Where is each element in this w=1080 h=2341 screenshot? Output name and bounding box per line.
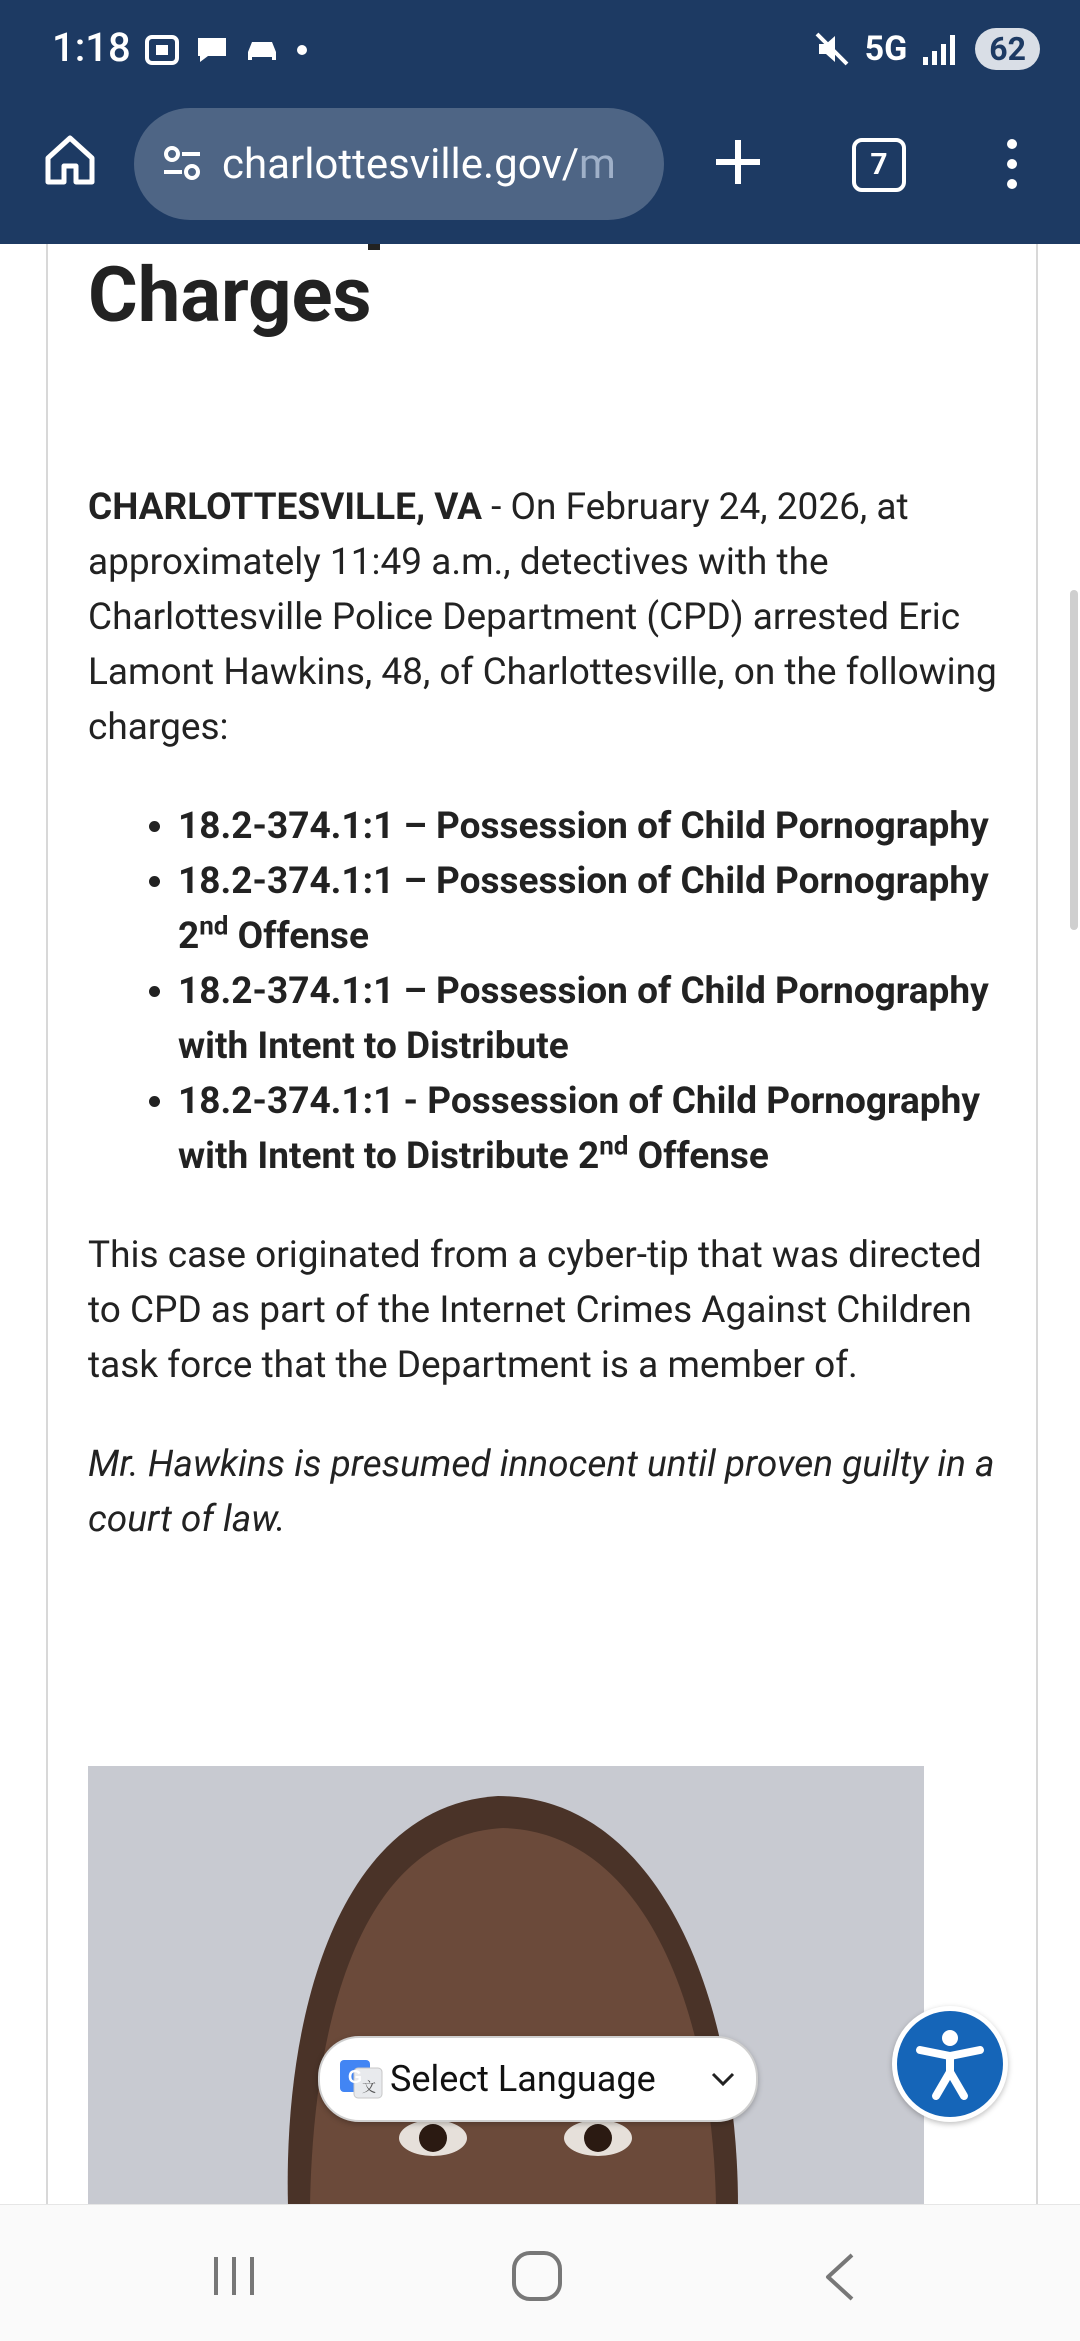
plus-icon[interactable] xyxy=(708,132,768,192)
svg-text:文: 文 xyxy=(362,2080,376,2096)
notification-icons xyxy=(142,30,312,70)
car-icon xyxy=(242,30,282,70)
top-chrome xyxy=(0,0,1080,244)
home-icon[interactable] xyxy=(40,130,100,190)
disclaimer: Mr. Hawkins is presumed innocent until proven guilty in a court of law. xyxy=(88,1443,995,1541)
recents-icon[interactable] xyxy=(210,2253,258,2299)
screenshot-icon xyxy=(142,30,182,70)
mute-icon xyxy=(813,30,851,68)
case-paragraph: This case originated from a cyber-tip that was directed to CPD as part of the Internet Crimes Against Children task force that the Department is a member of. xyxy=(88,1234,982,1387)
charges-list xyxy=(88,799,998,1184)
chevron-down-icon xyxy=(708,2064,738,2094)
article-body xyxy=(88,480,998,1591)
mugshot-photo xyxy=(88,1766,924,2206)
language-select-label: Select Language xyxy=(390,2058,656,2100)
network-type: 5G xyxy=(864,29,908,69)
tab-switcher-button[interactable]: 7 xyxy=(852,138,906,192)
nav-home-icon[interactable] xyxy=(510,2249,564,2303)
accessibility-icon xyxy=(912,2026,988,2102)
back-icon[interactable] xyxy=(820,2249,860,2305)
charge-item: • 18.2-374.1:1 - Possession of Child Pornography with Intent to Distribute 2nd Offense xyxy=(178,1074,998,1184)
scrollbar[interactable] xyxy=(1070,590,1078,930)
status-right xyxy=(813,28,1040,70)
google-translate-icon xyxy=(338,2056,384,2102)
dot-icon xyxy=(292,30,312,70)
accessibility-icon-wrap xyxy=(897,2011,1003,2117)
intro-text: - On February 24, 2026, at approximately 11:49 a.m., detectives with the Charlottesville Police Department (CPD) arrested Eric Lamont Hawkins, 48, of Charlottesville, on the following charges: xyxy=(88,486,997,749)
intro-paragraph xyxy=(88,480,998,755)
address-bar[interactable] xyxy=(134,108,664,220)
language-select[interactable] xyxy=(318,2036,758,2122)
mugshot-image xyxy=(88,1766,924,2206)
svg-text:G: G xyxy=(348,2067,363,2087)
status-time: 1:18 xyxy=(52,24,131,71)
system-nav-bar xyxy=(0,2204,1080,2341)
dateline: CHARLOTTESVILLE, VA xyxy=(88,486,482,529)
accessibility-button[interactable] xyxy=(892,2006,1008,2122)
page-title: Charges xyxy=(88,250,372,340)
charge-item: • 18.2-374.1:1 – Possession of Child Pornography xyxy=(178,799,998,854)
charge-item: • 18.2-374.1:1 – Possession of Child Pornography with Intent to Distribute xyxy=(178,964,998,1074)
signal-icon xyxy=(921,31,961,67)
url-fade: m xyxy=(579,139,616,189)
charge-item: • 18.2-374.1:1 – Possession of Child Pornography 2nd Offense xyxy=(178,854,998,964)
battery-level: 62 xyxy=(975,28,1040,70)
chat-icon xyxy=(192,30,232,70)
url-main: charlottesville.gov/ xyxy=(222,139,580,189)
tune-icon[interactable] xyxy=(158,140,206,188)
more-vert-icon[interactable] xyxy=(1000,136,1024,192)
url-text[interactable] xyxy=(222,140,642,189)
status-bar xyxy=(0,0,1080,100)
